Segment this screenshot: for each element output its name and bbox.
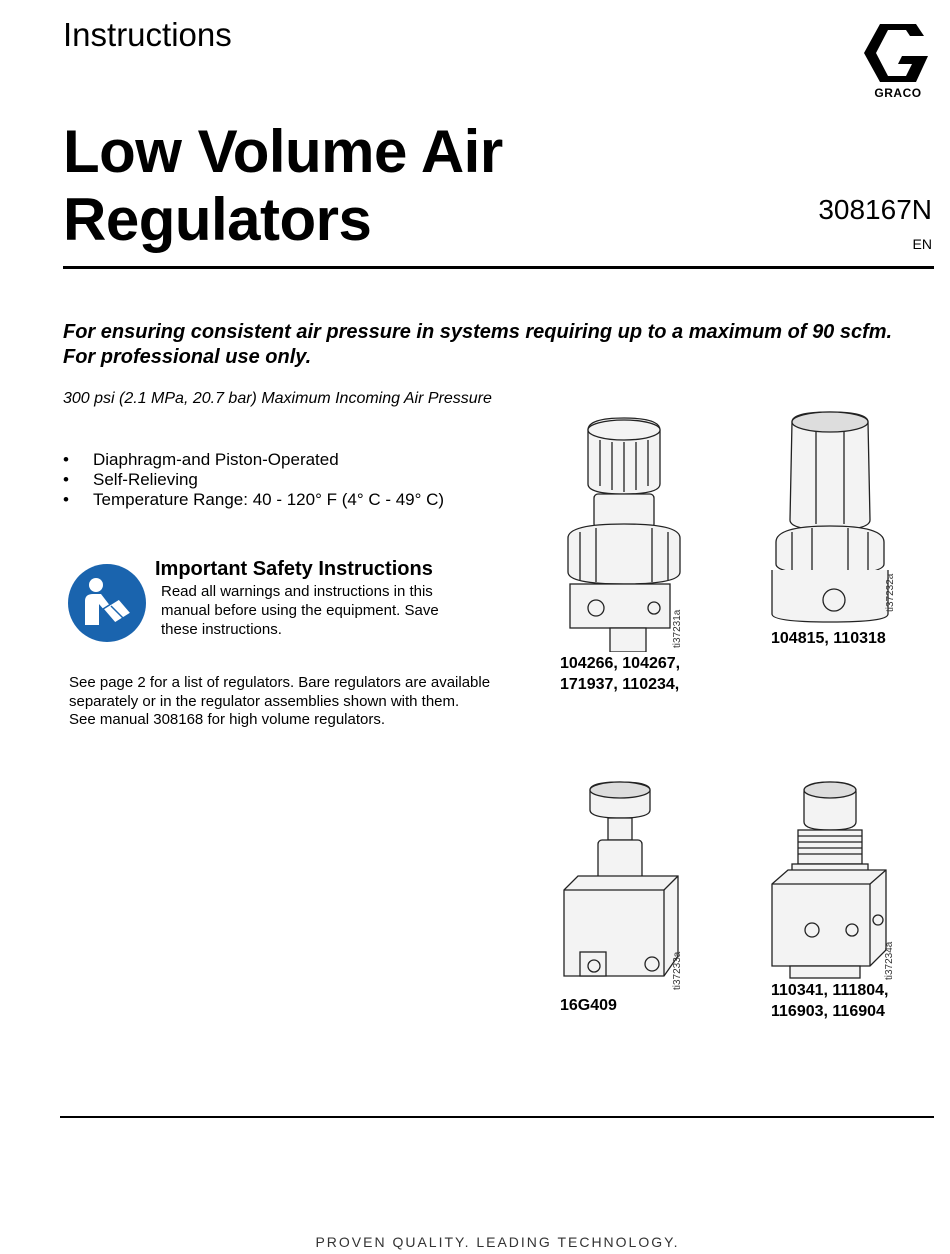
part-numbers [560, 653, 680, 695]
figure-id: ti37234a [884, 941, 895, 980]
tagline-line-2: For professional use only. [63, 346, 312, 368]
safety-text-line: manual before using the equipment. Save [161, 602, 439, 619]
title-line-1: Low Volume Air [63, 118, 503, 185]
safety-text-line: these instructions. [161, 621, 282, 638]
regulator-image-4 [770, 780, 895, 980]
tagline-line-1: For ensuring consistent air pressure in systems requiring up to a maximum of 90 scfm. [63, 321, 893, 343]
feature-item: • Self-Relieving [63, 470, 444, 490]
reference-notes [69, 674, 509, 730]
part-number-line: 110341, 111804, [771, 982, 889, 999]
feature-item: • Temperature Range: 40 - 120° F (4° C - 49° C) [63, 490, 444, 510]
note-line: See manual 308168 for high volume regulators. [69, 711, 386, 728]
footer-slogan: PROVEN QUALITY. LEADING TECHNOLOGY. [315, 1234, 680, 1250]
title-line-2: Regulators [63, 186, 372, 253]
document-type-label: Instructions [63, 16, 232, 53]
figure-id: ti37232a [885, 573, 896, 612]
figure-id: ti37233a [672, 951, 683, 990]
part-numbers [771, 980, 888, 1022]
part-number-line: 116903, 116904 [771, 1003, 885, 1020]
part-number-line: 104266, 104267, [560, 655, 681, 672]
note-line: See page 2 for a list of regulators. Bare regulators are available [69, 674, 491, 691]
part-number-line: 171937, 110234, [560, 676, 680, 693]
safety-text [161, 582, 461, 639]
feature-item: • Diaphragm-and Piston-Operated [63, 450, 444, 470]
safety-text-line: Read all warnings and instructions in this [161, 583, 433, 600]
language-code: EN [912, 236, 932, 252]
graco-logo-mark-icon [862, 22, 934, 84]
graco-logo [862, 22, 934, 100]
feature-list [63, 450, 444, 510]
brand-name: GRACO [874, 86, 922, 100]
safety-heading: Important Safety Instructions [155, 558, 433, 580]
regulator-image-3 [560, 780, 690, 990]
document-title [63, 118, 663, 254]
read-manual-icon [67, 563, 147, 643]
max-pressure-spec: 300 psi (2.1 MPa, 20.7 bar) Maximum Incoming Air Pressure [63, 390, 492, 407]
part-numbers [771, 628, 886, 649]
tagline [63, 320, 892, 370]
regulator-image-2 [770, 408, 896, 628]
footer-divider [60, 1116, 934, 1118]
part-numbers [560, 995, 617, 1016]
header-divider [63, 266, 934, 269]
figure-id: ti37231a [672, 609, 683, 648]
part-number-line: 104815, 110318 [771, 630, 886, 647]
note-line: separately or in the regulator assemblies shown with them. [69, 692, 460, 710]
document-number: 308167N [818, 194, 932, 225]
regulator-image-1 [560, 412, 690, 652]
part-number-line: 16G409 [560, 997, 617, 1014]
